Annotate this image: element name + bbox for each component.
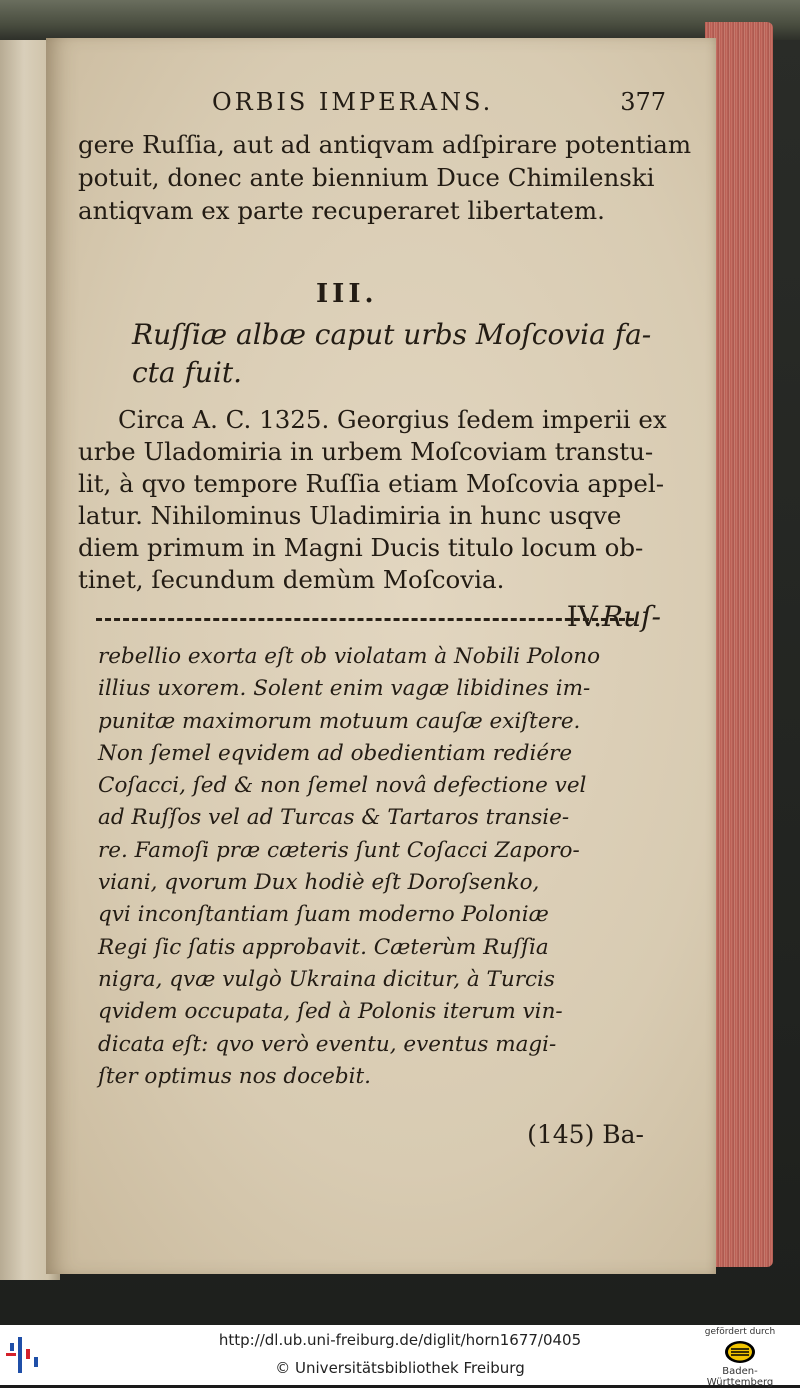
footnote-line: qvidem occupata, ſed à Polonis iterum vin- bbox=[98, 999, 563, 1025]
book-cover-edge bbox=[0, 0, 800, 40]
source-url-link[interactable]: http://dl.ub.uni-freiburg.de/diglit/horn1677/0405 bbox=[218, 1331, 582, 1349]
page-header bbox=[212, 88, 672, 122]
footer-bar bbox=[0, 1325, 800, 1388]
text-line: diem primum in Magni Ducis titulo locum ob- bbox=[78, 533, 644, 562]
running-head: ORBIS IMPERANS. bbox=[212, 88, 494, 116]
footnote-line: ad Ruſſos vel ad Turcas & Tartaros transie- bbox=[98, 805, 570, 831]
book-page bbox=[46, 38, 716, 1274]
section-heading bbox=[132, 316, 692, 392]
footnote-line: illius uxorem. Solent enim vagæ libidines im- bbox=[98, 676, 591, 702]
body-text-main bbox=[78, 404, 678, 596]
footnote-line: qvi inconſtantiam ſuam moderno Poloniæ bbox=[98, 902, 549, 928]
text-line: antiqvam ex parte recuperaret libertatem. bbox=[78, 196, 605, 225]
text-line: gere Ruſſia, aut ad antiqvam adſpirare potentiam bbox=[78, 130, 692, 159]
sponsor-block bbox=[690, 1327, 790, 1388]
heading-line: cta fuit. bbox=[132, 356, 243, 389]
section-number: III. bbox=[316, 279, 378, 309]
footnote bbox=[98, 641, 688, 1093]
text-line: tinet, ſecundum demùm Moſcovia. bbox=[78, 565, 505, 594]
footnote-line: ſter optimus nos docebit. bbox=[98, 1063, 372, 1089]
body-text-top bbox=[78, 128, 692, 227]
catchword-roman: IV. bbox=[566, 600, 603, 633]
footnote-line: re. Famoſi præ cæteris ſunt Coſacci Zaporo- bbox=[98, 837, 580, 863]
footnote-line: nigra, qvæ vulgò Ukraina dicitur, à Turcis bbox=[98, 966, 555, 992]
text-line: Circa A. C. 1325. Georgius ſedem imperii ex bbox=[118, 405, 667, 434]
catchword-italic: Ruſ- bbox=[602, 600, 661, 633]
sponsor-label: gefördert durch bbox=[704, 1327, 776, 1337]
footnote-line: Coſacci, ſed & non ſemel novâ defectione vel bbox=[98, 773, 587, 799]
footnote-line: dicata eſt: qvo verò eventu, eventus magi- bbox=[98, 1031, 557, 1057]
copyright-text: © Universitätsbibliothek Freiburg bbox=[275, 1359, 525, 1377]
footnote-line: viani, qvorum Dux hodiè eſt Doroſsenko, bbox=[98, 870, 540, 896]
signature-mark: (145) Ba- bbox=[527, 1120, 644, 1149]
text-line: lit, à qvo tempore Ruſſia etiam Moſcovia appel- bbox=[78, 469, 664, 498]
baden-wuerttemberg-emblem-icon bbox=[723, 1339, 757, 1365]
footnote-line: rebellio exorta eſt ob violatam à Nobili Polono bbox=[98, 644, 601, 669]
footnote-line: punitæ maximorum motuum cauſæ exiſtere. bbox=[98, 708, 581, 734]
page-number: 377 bbox=[620, 88, 666, 116]
footnote-line: Regi ſic ſatis approbavit. Cæterùm Ruſſia bbox=[98, 934, 549, 960]
footnote-separator-rule bbox=[96, 618, 634, 621]
text-line: potuit, donec ante biennium Duce Chimilenski bbox=[78, 163, 655, 192]
text-line: urbe Uladomiria in urbem Moſcoviam transtu- bbox=[78, 437, 654, 466]
heading-line: Ruſſiæ albæ caput urbs Moſcovia fa- bbox=[132, 318, 652, 351]
text-line: latur. Nihilominus Uladimiria in hunc usqve bbox=[78, 501, 622, 530]
footnote-line: Non ſemel eqvidem ad obedientiam rediére bbox=[98, 740, 573, 766]
catchword bbox=[501, 600, 661, 633]
sponsor-name: Baden-Württemberg bbox=[706, 1366, 774, 1388]
